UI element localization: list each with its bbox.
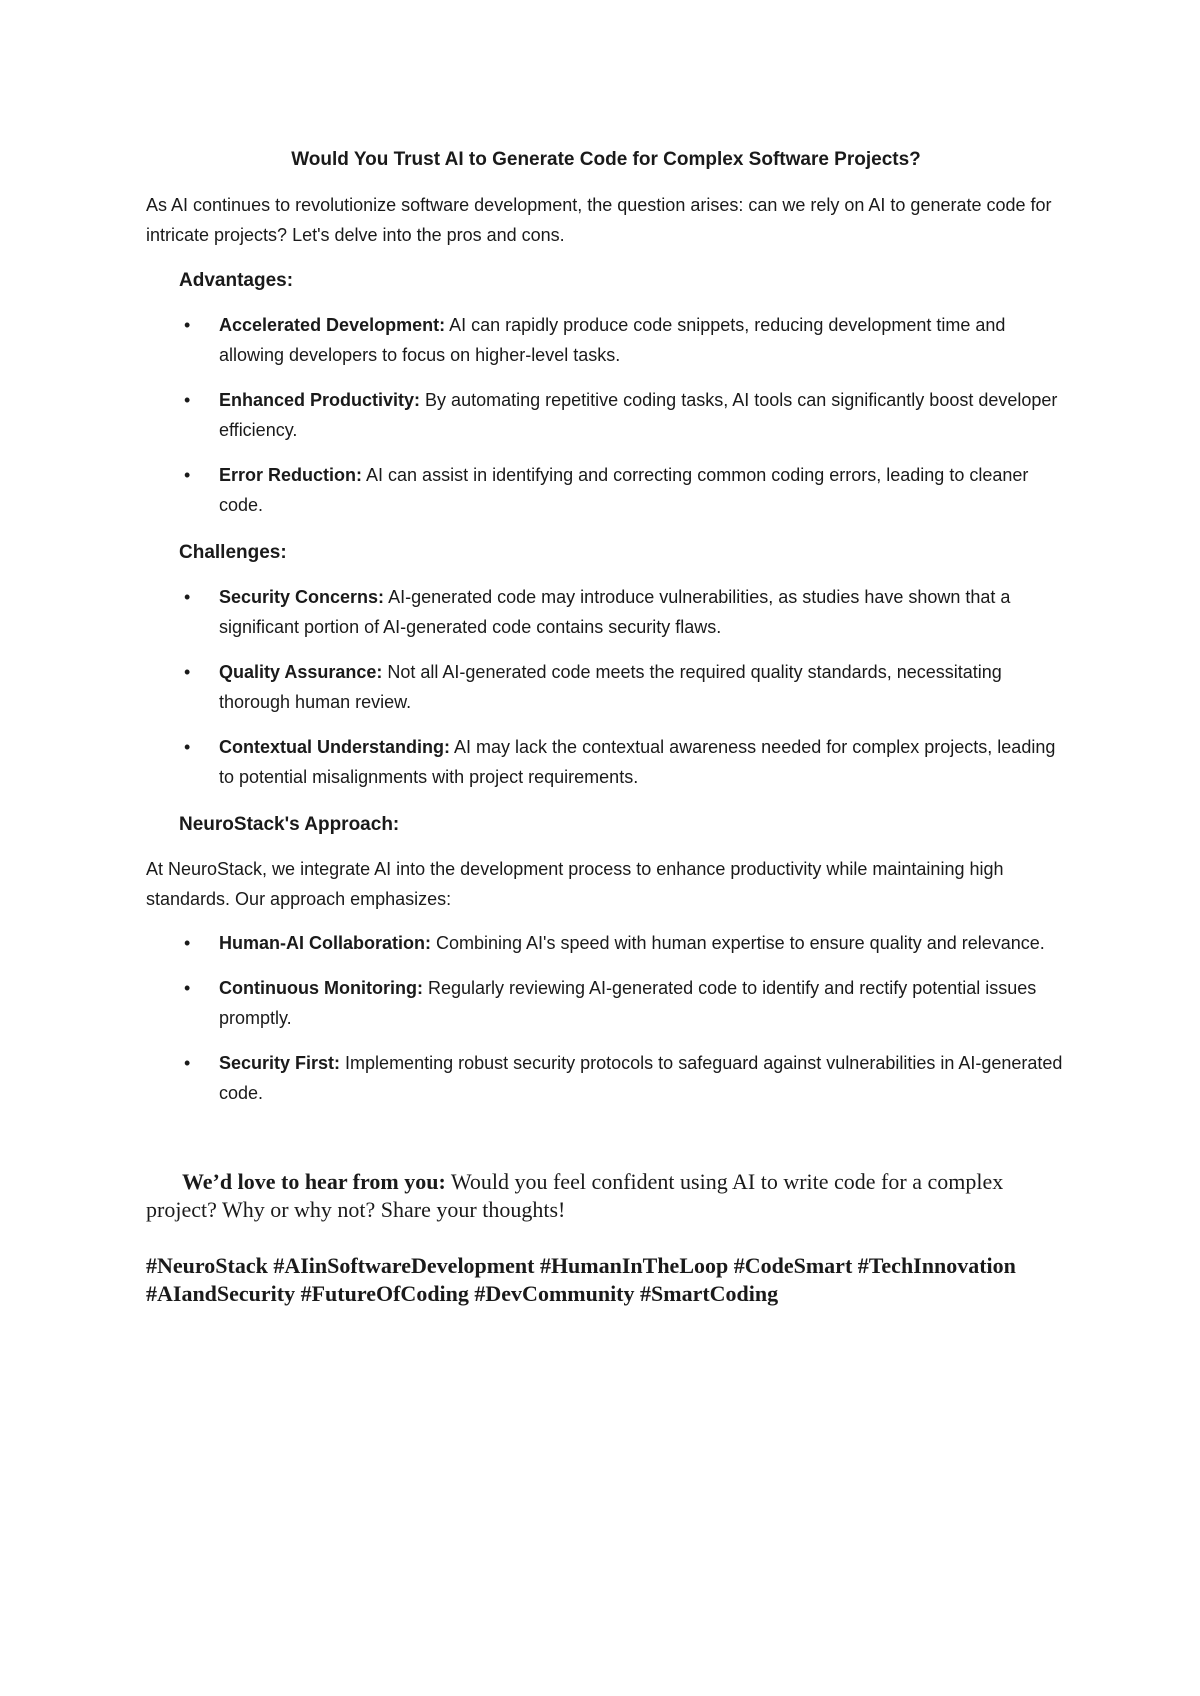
item-term: Continuous Monitoring: — [219, 978, 423, 998]
list-item — [146, 928, 1066, 958]
approach-heading: NeuroStack's Approach: — [179, 814, 400, 835]
item-text: AI can assist in identifying and correcting common coding errors, leading to cleaner code. — [219, 465, 1029, 515]
item-text: Combining AI's speed with human expertise to ensure quality and relevance. — [431, 933, 1045, 953]
bullet-icon: • — [184, 390, 191, 410]
approach-intro: At NeuroStack, we integrate AI into the development process to enhance productivity while maintaining high standards. Our approach emphasizes: — [146, 859, 1004, 909]
bullet-icon: • — [184, 587, 191, 607]
bullet-icon: • — [184, 315, 191, 335]
item-text: AI can rapidly produce code snippets, reducing development time and allowing developers to focus on higher-level tasks. — [219, 315, 1006, 365]
approach-list — [146, 928, 1066, 1123]
challenges-heading: Challenges: — [179, 542, 287, 563]
item-text: Implementing robust security protocols to safeguard against vulnerabilities in AI-generated code. — [219, 1053, 1063, 1103]
document-title: Would You Trust AI to Generate Code for Complex Software Projects? — [291, 149, 921, 170]
advantages-heading: Advantages: — [179, 270, 294, 291]
list-item — [146, 582, 1066, 642]
list-item — [146, 460, 1066, 520]
list-item — [146, 973, 1066, 1033]
list-item — [146, 657, 1066, 717]
advantages-list — [146, 310, 1066, 535]
item-term: Error Reduction: — [219, 465, 363, 485]
item-text: AI may lack the contextual awareness needed for complex projects, leading to potential misalignments with project requirements. — [219, 737, 1056, 787]
bullet-icon: • — [184, 1053, 191, 1073]
cta-text: Would you feel confident using AI to write code for a complex project? Why or why not? Share your thoughts! — [146, 1169, 1004, 1222]
item-term: Contextual Understanding: — [219, 737, 451, 757]
item-term: Enhanced Productivity: — [219, 390, 421, 410]
item-text: Regularly reviewing AI-generated code to identify and rectify potential issues promptly. — [219, 978, 1037, 1028]
call-to-action — [146, 1168, 1066, 1224]
cta-lead: We’d love to hear from you: — [182, 1169, 446, 1194]
list-item — [146, 1048, 1066, 1108]
item-term: Security Concerns: — [219, 587, 385, 607]
item-term: Quality Assurance: — [219, 662, 383, 682]
bullet-icon: • — [184, 978, 191, 998]
item-term: Accelerated Development: — [219, 315, 446, 335]
item-text: AI-generated code may introduce vulnerabilities, as studies have shown that a significant portion of AI-generated code contains security flaws. — [219, 587, 1011, 637]
list-item — [146, 310, 1066, 370]
item-text: By automating repetitive coding tasks, AI tools can significantly boost developer efficiency. — [219, 390, 1058, 440]
challenges-list — [146, 582, 1066, 807]
bullet-icon: • — [184, 737, 191, 757]
bullet-icon: • — [184, 465, 191, 485]
hashtags: #NeuroStack #AIinSoftwareDevelopment #HumanInTheLoop #CodeSmart #TechInnovation #AIandSecurity #FutureOfCoding #DevCommunity #SmartCoding — [146, 1253, 1016, 1306]
item-text: Not all AI-generated code meets the required quality standards, necessitating thorough human review. — [219, 662, 1002, 712]
bullet-icon: • — [184, 662, 191, 682]
item-term: Human-AI Collaboration: — [219, 933, 431, 953]
intro-paragraph: As AI continues to revolutionize software development, the question arises: can we rely on AI to generate code for intricate projects? Let's delve into the pros and cons. — [146, 195, 1052, 245]
item-term: Security First: — [219, 1053, 341, 1073]
list-item — [146, 732, 1066, 792]
list-item — [146, 385, 1066, 445]
bullet-icon: • — [184, 933, 191, 953]
